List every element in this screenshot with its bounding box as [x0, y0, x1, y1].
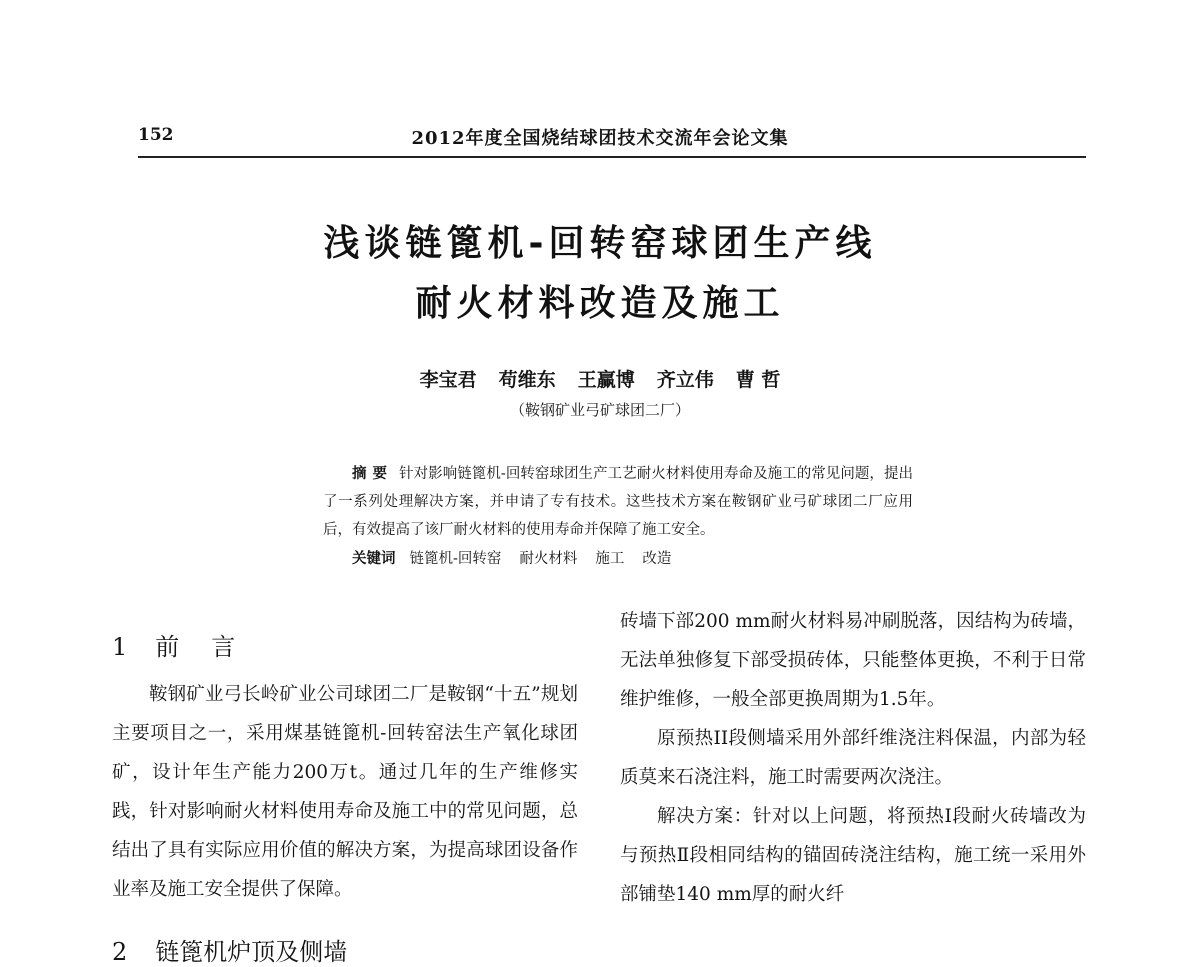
right-paragraph-3: 解决方案：针对以上问题，将预热I段耐火砖墙改为与预热Ⅱ段相同结构的锚固砖浇注结构，施工统一采用外部铺垫140 mm厚的耐火纤 — [620, 806, 1086, 905]
abstract-label: 摘要 — [352, 465, 394, 482]
paper-title-line1: 浅谈链篦机-回转窑球团生产线 — [323, 223, 877, 264]
running-title: 2012年度全国烧结球团技术交流年会论文集 — [411, 128, 789, 149]
keywords-label: 关键词 — [352, 550, 396, 567]
header-rule — [138, 156, 1086, 158]
keyword: 耐火材料 — [519, 551, 578, 567]
section-1-paragraph: 鞍钢矿业弓长岭矿业公司球团二厂是鞍钢“十五”规划主要项目之一，采用煤基链篦机-回转窑法生产氧化球团矿，设计年生产能力200万t。通过几年的生产维修实践，针对影响耐火材料使用寿命及施工中的常见问题，总结出了具有实际应用价值的解决方案，为提高球团设备作业率及施工安全提供了保障。 — [112, 684, 578, 900]
affiliation: （鞍钢矿业弓矿球团二厂） — [509, 401, 690, 419]
left-column — [112, 675, 578, 909]
author: 苟维东 — [498, 369, 556, 391]
section-title-char: 前 — [155, 633, 180, 661]
abstract-text: 针对影响链篦机-回转窑球团生产工艺耐火材料使用寿命及施工的常见问题，提出了一系列处理解决方案，并申请了专有技术。这些技术方案在鞍钢矿业弓矿球团二厂应用后，有效提高了该厂耐火材料的使用寿命并保障了施工安全。 — [323, 466, 913, 538]
author: 王赢博 — [577, 369, 635, 391]
page-number: 152 — [138, 125, 174, 145]
section-number: 1 — [112, 633, 128, 661]
section-1-heading — [112, 627, 235, 662]
author-list — [0, 365, 1200, 392]
section-title: 链篦机炉顶及侧墙 — [155, 938, 348, 966]
section-2-heading — [112, 932, 347, 967]
keyword: 链篦机-回转窑 — [409, 551, 502, 567]
right-paragraph-1: 砖墙下部200 mm耐火材料易冲刷脱落，因结构为砖墙，无法单独修复下部受损砖体，只能整体更换，不利于日常维护维修，一般全部更换周期为1.5年。 — [620, 611, 1086, 710]
right-column — [620, 602, 1086, 914]
keywords — [323, 545, 913, 573]
keyword: 改造 — [642, 551, 672, 567]
abstract — [323, 460, 913, 544]
section-title-char: 言 — [211, 633, 236, 661]
author: 齐立伟 — [656, 369, 714, 391]
section-number: 2 — [112, 938, 128, 966]
paper-title-line2: 耐火材料改造及施工 — [415, 283, 785, 324]
author: 李宝君 — [419, 369, 477, 391]
keyword: 施工 — [595, 551, 625, 567]
author: 曹 哲 — [735, 369, 781, 391]
right-paragraph-2: 原预热II段侧墙采用外部纤维浇注料保温，内部为轻质莫来石浇注料，施工时需要两次浇注。 — [620, 728, 1086, 788]
